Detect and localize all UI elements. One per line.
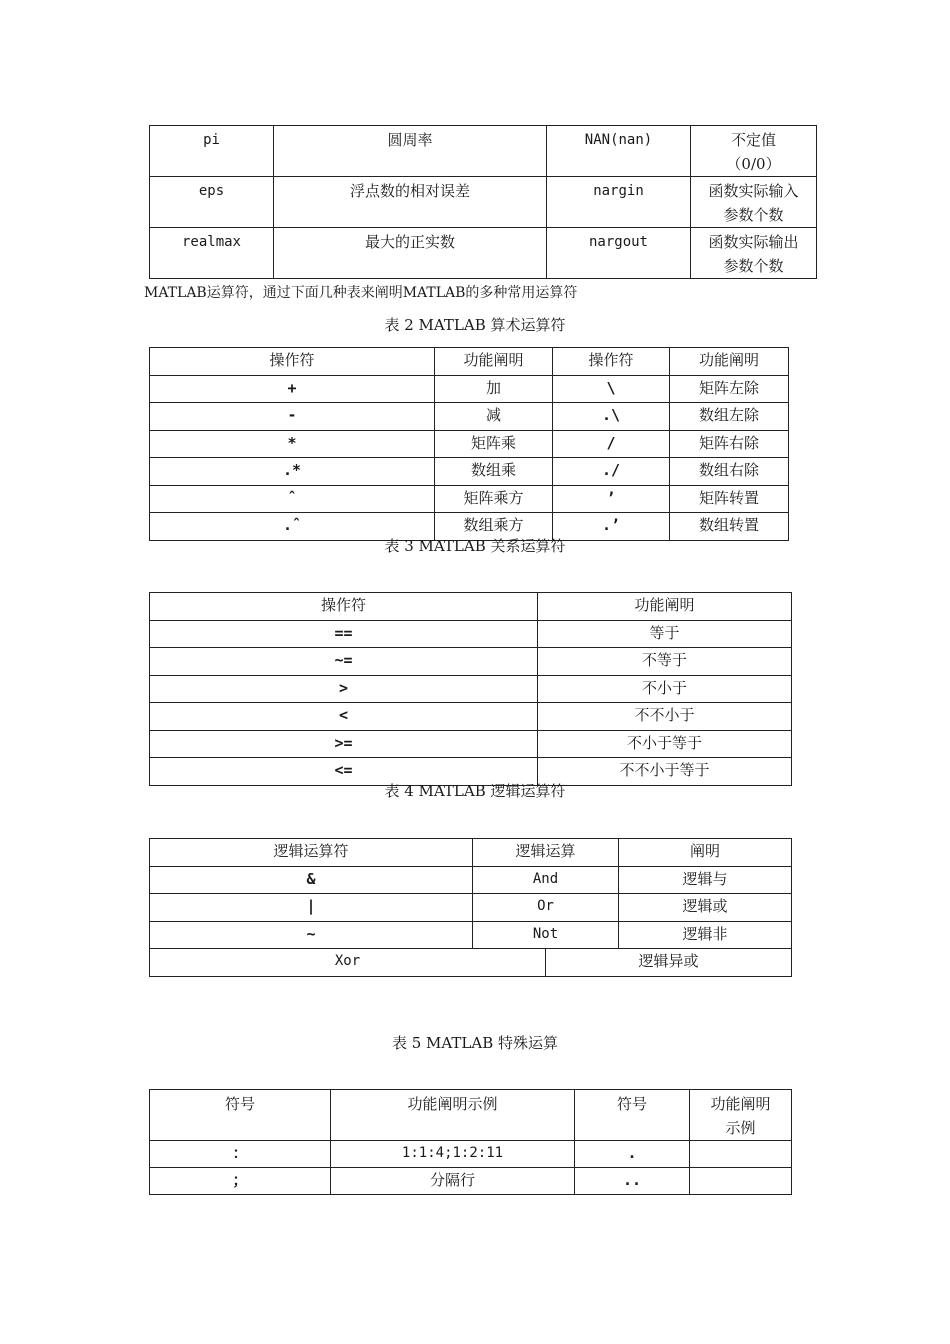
table-cell: 加 (435, 375, 553, 403)
table-cell (691, 126, 817, 177)
constants-table (149, 125, 817, 279)
table-cell: 逻辑与 (619, 866, 792, 894)
table-cell: < (150, 703, 538, 731)
table-cell: * (150, 430, 435, 458)
intro-paragraph: MATLAB运算符，通过下面几种表来阐明MATLAB的多种常用运算符 (144, 285, 578, 301)
table-cell (690, 1168, 792, 1195)
table-cell: 浮点数的相对误差 (274, 177, 547, 228)
table-cell: 矩阵乘方 (435, 485, 553, 513)
cell-line: 参数个数 (723, 206, 784, 224)
logical-operators-table (149, 838, 792, 977)
table-cell: 数组乘 (435, 458, 553, 486)
table-cell: 逻辑非 (619, 921, 792, 949)
table-cell: & (150, 866, 473, 894)
table-row (150, 620, 792, 648)
table-cell: ./ (553, 458, 670, 486)
table-row (150, 177, 817, 228)
table-cell: pi (150, 126, 274, 177)
header-cell: 逻辑运算符 (150, 839, 473, 867)
table-cell: ； (150, 1168, 331, 1195)
table-cell: 矩阵乘 (435, 430, 553, 458)
table-cell: Xor (150, 949, 546, 977)
table-cell: ~ (150, 921, 473, 949)
table-header-row (150, 348, 789, 376)
table-row (150, 430, 789, 458)
table-row (150, 703, 792, 731)
table-cell: 数组转置 (670, 513, 789, 541)
table-cell: 不小于等于 (538, 730, 792, 758)
table-cell: 不不小于 (538, 703, 792, 731)
table-row (150, 949, 792, 977)
cell-line: 功能阐明 (710, 1095, 771, 1113)
table3-caption: 表 3 MATLAB 关系运算符 (384, 537, 566, 555)
cell-line: 示例 (725, 1119, 756, 1137)
table-cell (690, 1141, 792, 1168)
cell-line: （0/0） (726, 155, 781, 173)
table-cell: 数组乘方 (435, 513, 553, 541)
table-cell: 最大的正实数 (274, 228, 547, 279)
table5-caption: 表 5 MATLAB 特殊运算 (391, 1034, 559, 1052)
table-cell: 逻辑或 (619, 894, 792, 922)
table-cell: nargin (547, 177, 691, 228)
table-cell: 1:1:4;1:2:11 (331, 1141, 575, 1168)
table-cell: And (473, 866, 619, 894)
cell-line: 函数实际输入 (708, 182, 799, 200)
table-cell: 不等于 (538, 648, 792, 676)
table-header-row (150, 1090, 792, 1141)
table-cell: 分隔行 (331, 1168, 575, 1195)
table-cell: .* (150, 458, 435, 486)
table-cell: 数组左除 (670, 403, 789, 431)
table-cell: 减 (435, 403, 553, 431)
table-cell: ˆ (150, 485, 435, 513)
table-cell: 矩阵左除 (670, 375, 789, 403)
table-cell: 不不小于等于 (538, 758, 792, 786)
table-cell: 圆周率 (274, 126, 547, 177)
arithmetic-operators-table (149, 347, 789, 541)
table-row (150, 1141, 792, 1168)
header-cell: 阐明 (619, 839, 792, 867)
header-cell: 符号 (575, 1090, 690, 1141)
table-cell: Or (473, 894, 619, 922)
table-row (150, 403, 789, 431)
table-cell: > (150, 675, 538, 703)
table-cell: .. (575, 1168, 690, 1195)
header-cell: 操作符 (553, 348, 670, 376)
table-cell: >= (150, 730, 538, 758)
table2-caption: 表 2 MATLAB 算术运算符 (384, 316, 566, 334)
table-cell: 矩阵右除 (670, 430, 789, 458)
table-cell: 数组右除 (670, 458, 789, 486)
header-cell: 逻辑运算 (473, 839, 619, 867)
table-cell: eps (150, 177, 274, 228)
table-cell: == (150, 620, 538, 648)
table-row (150, 1168, 792, 1195)
table-cell: . (575, 1141, 690, 1168)
table-cell: \ (553, 375, 670, 403)
table-cell: 等于 (538, 620, 792, 648)
table-row (150, 648, 792, 676)
table-row (150, 894, 792, 922)
table-cell: .’ (553, 513, 670, 541)
header-cell: 功能阐明 (538, 593, 792, 621)
header-cell: 功能阐明 (435, 348, 553, 376)
special-operators-table (149, 1089, 792, 1195)
table-row (150, 375, 789, 403)
table-cell (691, 177, 817, 228)
table-row (150, 126, 817, 177)
table-cell: 矩阵转置 (670, 485, 789, 513)
header-cell: 操作符 (150, 348, 435, 376)
table-cell: ~= (150, 648, 538, 676)
table-cell: / (553, 430, 670, 458)
table-cell: - (150, 403, 435, 431)
relational-operators-table (149, 592, 792, 786)
table-cell: 不小于 (538, 675, 792, 703)
cell-line: 函数实际输出 (708, 233, 799, 251)
cell-line: 参数个数 (723, 257, 784, 275)
table-row (150, 730, 792, 758)
table4-caption: 表 4 MATLAB 逻辑运算符 (384, 782, 566, 800)
table-cell: <= (150, 758, 538, 786)
table-cell: ： (150, 1141, 331, 1168)
table-cell: realmax (150, 228, 274, 279)
table-cell: + (150, 375, 435, 403)
header-cell: 功能阐明 (670, 348, 789, 376)
table-cell: .\ (553, 403, 670, 431)
header-cell: 符号 (150, 1090, 331, 1141)
table-row (150, 228, 817, 279)
table-cell: 逻辑异或 (546, 949, 792, 977)
table-cell: nargout (547, 228, 691, 279)
header-cell: 操作符 (150, 593, 538, 621)
table-cell: | (150, 894, 473, 922)
table-row (150, 675, 792, 703)
table-cell: Not (473, 921, 619, 949)
table-row (150, 458, 789, 486)
table-cell (691, 228, 817, 279)
table-header-row (150, 839, 792, 867)
table-row (150, 485, 789, 513)
table-cell: ’ (553, 485, 670, 513)
header-cell: 功能阐明示例 (331, 1090, 575, 1141)
table-row (150, 866, 792, 894)
table-row (150, 921, 792, 949)
header-cell (690, 1090, 792, 1141)
table-cell: NAN(nan) (547, 126, 691, 177)
table-header-row (150, 593, 792, 621)
cell-line: 不定值 (730, 131, 776, 149)
table-cell: .ˆ (150, 513, 435, 541)
